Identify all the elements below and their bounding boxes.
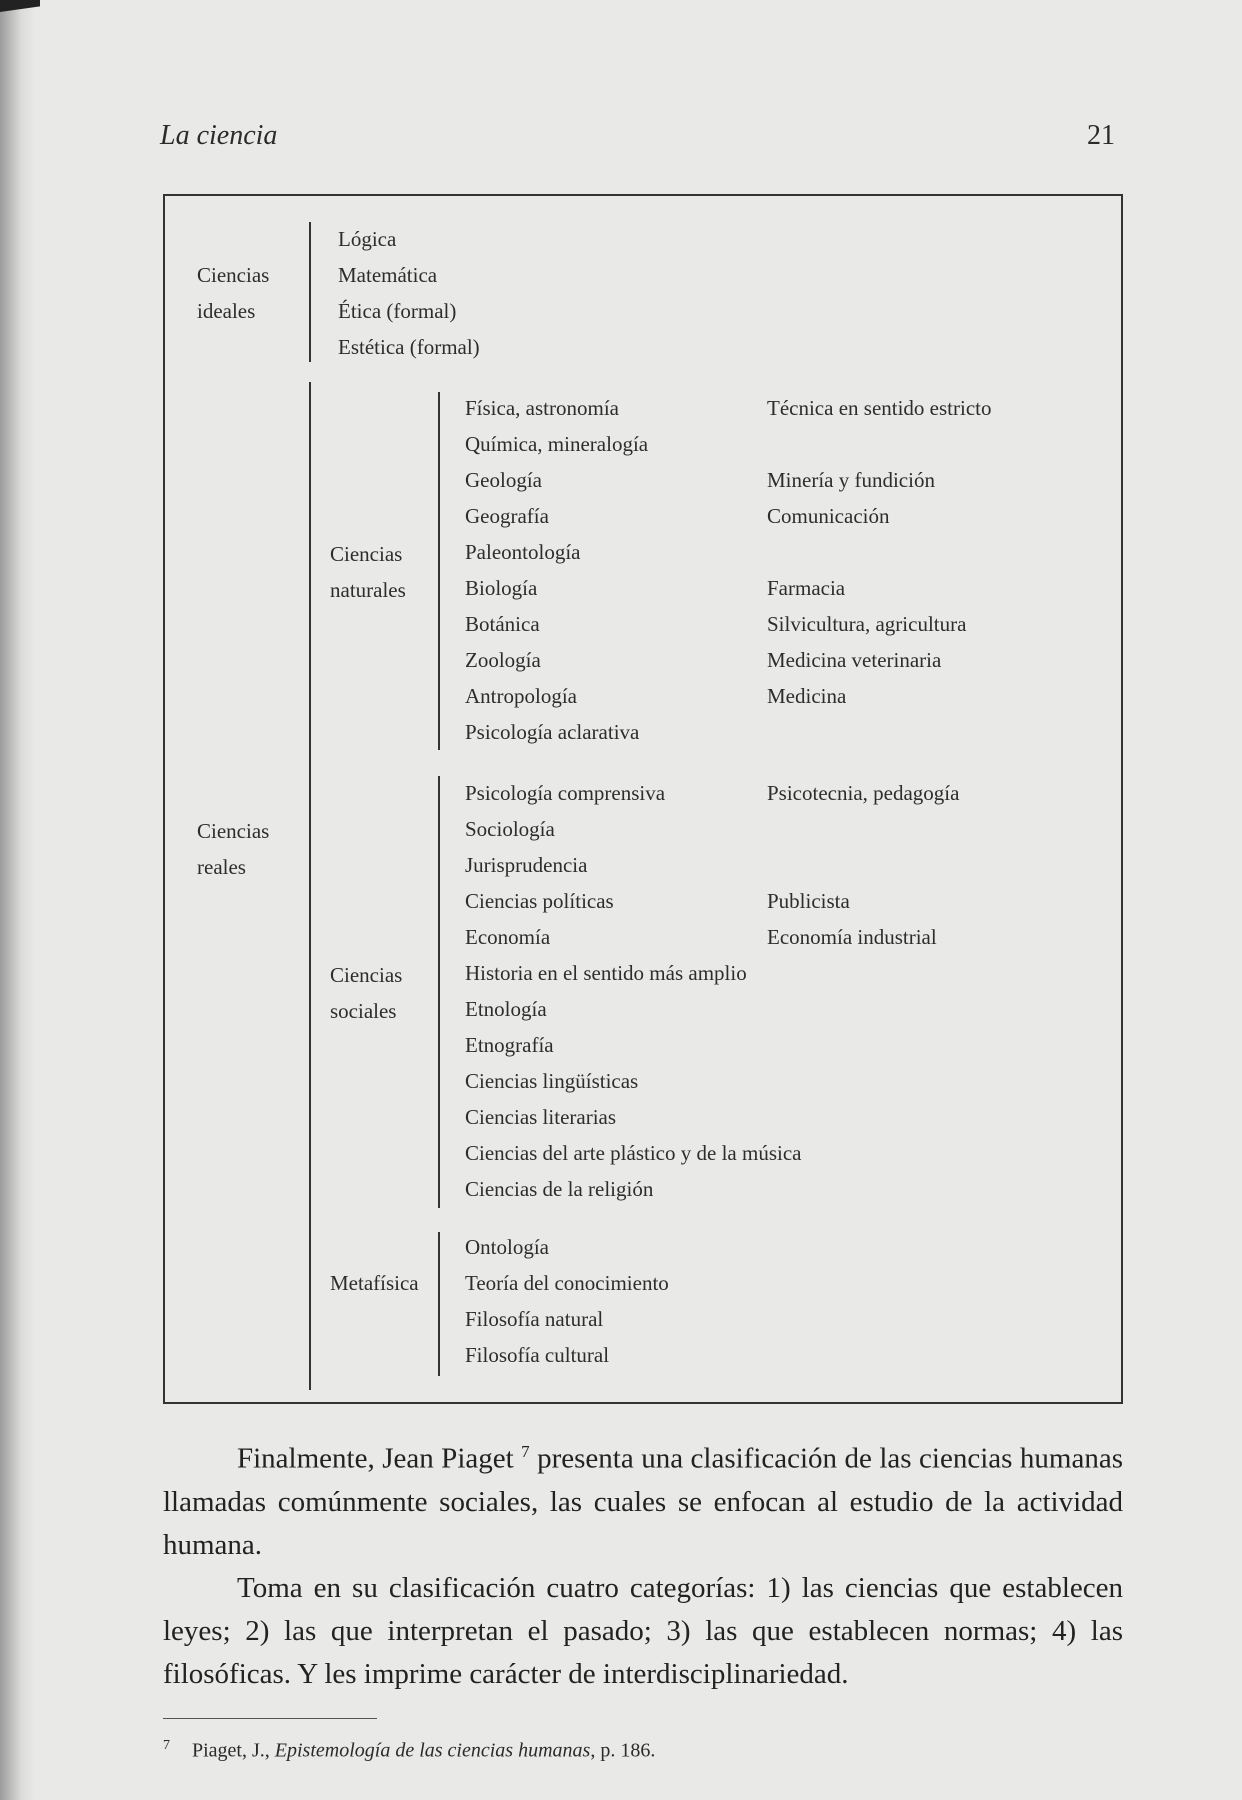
naturales-item: Paleontología: [465, 540, 581, 564]
ideales-bracket: [309, 222, 311, 362]
metafisica-item: Filosofía cultural: [465, 1343, 610, 1367]
sociales-applied: Economía industrial: [767, 925, 937, 949]
naturales-applied: Silvicultura, agricultura: [767, 612, 967, 636]
sociales-item: Historia en el sentido más amplio: [465, 961, 747, 985]
sociales-item: Jurisprudencia: [465, 853, 588, 877]
naturales-item: Física, astronomía: [465, 396, 619, 420]
naturales-applied: Minería y fundición: [767, 468, 935, 492]
metafisica-bracket: [438, 1232, 440, 1376]
sociales-item: Ciencias políticas: [465, 889, 614, 913]
classification-table: [163, 194, 1123, 1404]
naturales-item: Geología: [465, 468, 542, 492]
sociales-applied: Publicista: [767, 889, 850, 913]
naturales-item: Química, mineralogía: [465, 432, 649, 456]
page-number: 21: [1087, 120, 1115, 151]
sociales-item: Etnología: [465, 997, 547, 1021]
footnote: $^7$ Piaget, J., Epistemología de las ciencias humanas, p. 186.: [163, 1738, 656, 1762]
naturales-applied: Farmacia: [767, 576, 846, 600]
sociales-item: Psicología comprensiva: [465, 781, 666, 805]
sociales-item: Ciencias literarias: [465, 1105, 617, 1129]
footnote-divider: [163, 1718, 377, 1719]
sociales-item: Ciencias del arte plástico y de la música: [465, 1141, 802, 1165]
ideales-item: Matemática: [338, 263, 438, 287]
sociales-item: Sociología: [465, 817, 555, 841]
sociales-bracket: [438, 776, 440, 1208]
naturales-applied: Técnica en sentido estricto: [767, 396, 992, 420]
ideales-item: Ética (formal): [338, 299, 457, 323]
paragraph: Finalmente, Jean Piaget $^7$ presenta una clasificación de las ciencias humanas llamadas comúnmente sociales, las cuales se enfocan al estudio de la actividad humana.: [163, 1442, 1123, 1561]
sociales-applied: Psicotecnia, pedagogía: [767, 781, 960, 805]
reales-bracket: [309, 382, 311, 1390]
ideales-label: Ciencias: [197, 263, 270, 287]
naturales-applied: Medicina: [767, 684, 847, 708]
metafisica-item: Ontología: [465, 1235, 549, 1259]
naturales-label: Ciencias: [330, 542, 403, 566]
paragraph: Toma en su clasificación cuatro categorías: 1) las ciencias que establecen leyes; 2) las que interpretan el pasado; 3) las que establecen normas; 4) las filosóficas. Y les imprime carácter de interdisciplinariedad.: [163, 1571, 1123, 1690]
naturales-bracket: [438, 392, 440, 750]
sociales-item: Economía: [465, 925, 551, 949]
naturales-item: Geografía: [465, 504, 549, 528]
naturales-label: naturales: [330, 578, 406, 602]
sociales-label: Ciencias: [330, 963, 403, 987]
reales-label: Ciencias: [197, 819, 270, 843]
sociales-item: Etnografía: [465, 1033, 554, 1057]
metafisica-item: Filosofía natural: [465, 1307, 604, 1331]
ideales-label: ideales: [197, 299, 256, 323]
sociales-item: Ciencias lingüísticas: [465, 1069, 639, 1093]
metafisica-label: Metafísica: [330, 1271, 419, 1295]
naturales-item: Antropología: [465, 684, 577, 708]
ideales-item: Estética (formal): [338, 335, 480, 359]
ideales-item: Lógica: [338, 227, 397, 251]
naturales-item: Botánica: [465, 612, 540, 636]
footnote-reference: 7: [521, 1442, 530, 1461]
sociales-label: sociales: [330, 999, 397, 1023]
naturales-item: Biología: [465, 576, 538, 600]
page-gutter-shadow: [0, 0, 36, 1800]
naturales-applied: Comunicación: [767, 504, 890, 528]
naturales-item: Psicología aclarativa: [465, 720, 640, 744]
naturales-item: Zoología: [465, 648, 541, 672]
body-text: [163, 1430, 1123, 1696]
reales-label: reales: [197, 855, 246, 879]
running-title: La ciencia: [160, 120, 278, 151]
sociales-item: Ciencias de la religión: [465, 1177, 654, 1201]
metafisica-item: Teoría del conocimiento: [465, 1271, 669, 1295]
naturales-applied: Medicina veterinaria: [767, 648, 942, 672]
